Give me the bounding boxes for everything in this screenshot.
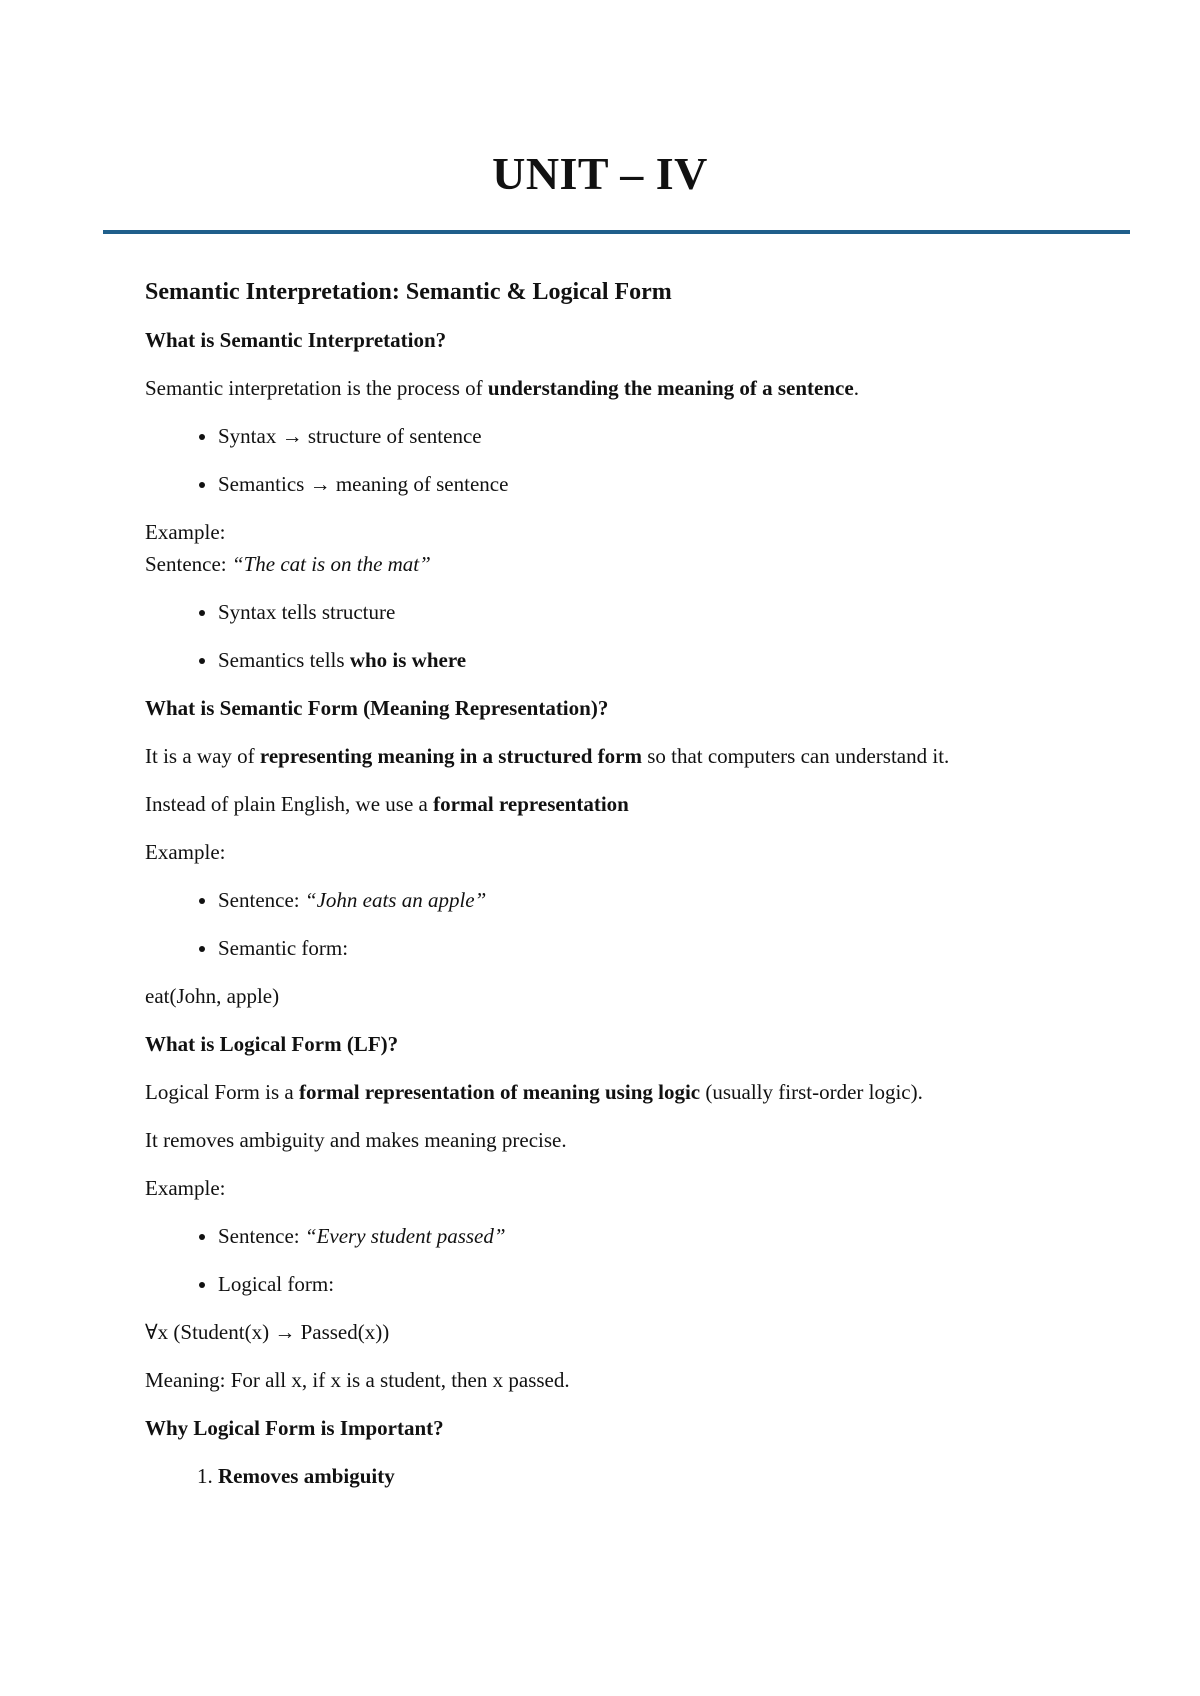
text: Semantic interpretation is the process of bbox=[145, 376, 488, 400]
bold-text: Removes ambiguity bbox=[218, 1464, 395, 1488]
bold-text: formal representation bbox=[433, 792, 629, 816]
example-label: Example: bbox=[145, 840, 226, 864]
heading-logical-form: What is Logical Form (LF)? bbox=[145, 1032, 399, 1056]
bold-text: who is where bbox=[349, 648, 467, 672]
list-item bbox=[218, 885, 1065, 915]
italic-text: “The cat is on the mat” bbox=[231, 552, 431, 576]
semantic-form-expression: eat(John, apple) bbox=[145, 984, 280, 1008]
text: Instead of plain English, we use a bbox=[145, 792, 434, 816]
list-item bbox=[218, 1461, 1065, 1491]
bold-text: formal representation of meaning using logic bbox=[298, 1080, 701, 1104]
paragraph: It removes ambiguity and makes meaning precise. bbox=[145, 1128, 567, 1152]
text: Sentence: bbox=[145, 552, 232, 576]
list-item bbox=[218, 1221, 1065, 1251]
numbered-list bbox=[145, 1461, 1065, 1491]
list-item: • Semantics → meaning of sentence bbox=[218, 469, 1065, 499]
document-body bbox=[145, 275, 1065, 1509]
list-item: • Syntax tells structure bbox=[218, 597, 1065, 627]
italic-text: “John eats an apple” bbox=[304, 888, 487, 912]
bold-text: representing meaning in a structured form bbox=[259, 744, 642, 768]
text: Sentence: bbox=[218, 888, 305, 912]
example-sentence bbox=[145, 549, 1065, 579]
paragraph-definition bbox=[145, 373, 1065, 403]
title-divider bbox=[103, 230, 1130, 234]
bullet-list bbox=[145, 885, 1065, 963]
list-item bbox=[218, 645, 1065, 675]
text: Semantics tells bbox=[218, 648, 350, 672]
page-title: UNIT – IV bbox=[492, 148, 708, 199]
heading-why-logical-form: Why Logical Form is Important? bbox=[145, 1416, 444, 1440]
heading-semantic-interpretation: What is Semantic Interpretation? bbox=[145, 328, 447, 352]
example-label: Example: bbox=[145, 1176, 226, 1200]
paragraph bbox=[145, 789, 1065, 819]
list-item: • Semantic form: bbox=[218, 933, 1065, 963]
text: (usually first-order logic). bbox=[700, 1080, 923, 1104]
logical-form-expression: ∀x (Student(x) → Passed(x)) bbox=[145, 1320, 390, 1344]
paragraph-definition bbox=[145, 741, 1065, 771]
italic-text: “Every student passed” bbox=[304, 1224, 506, 1248]
bullet-list bbox=[145, 597, 1065, 675]
bullet-list bbox=[145, 1221, 1065, 1299]
meaning-explanation: Meaning: For all x, if x is a student, then x passed. bbox=[145, 1368, 570, 1392]
text: so that computers can understand it. bbox=[641, 744, 950, 768]
list-item: • Syntax → structure of sentence bbox=[218, 421, 1065, 451]
paragraph-definition bbox=[145, 1077, 1065, 1107]
list-item: • Logical form: bbox=[218, 1269, 1065, 1299]
text: . bbox=[853, 376, 859, 400]
section-heading: Semantic Interpretation: Semantic & Logical Form bbox=[145, 279, 672, 305]
text: Sentence: bbox=[218, 1224, 305, 1248]
example-label: Example: bbox=[145, 520, 226, 544]
heading-semantic-form: What is Semantic Form (Meaning Representation)? bbox=[145, 696, 609, 720]
text: It is a way of bbox=[145, 744, 260, 768]
bullet-list bbox=[145, 421, 1065, 499]
text: Logical Form is a bbox=[145, 1080, 299, 1104]
bold-text: understanding the meaning of a sentence bbox=[487, 376, 854, 400]
